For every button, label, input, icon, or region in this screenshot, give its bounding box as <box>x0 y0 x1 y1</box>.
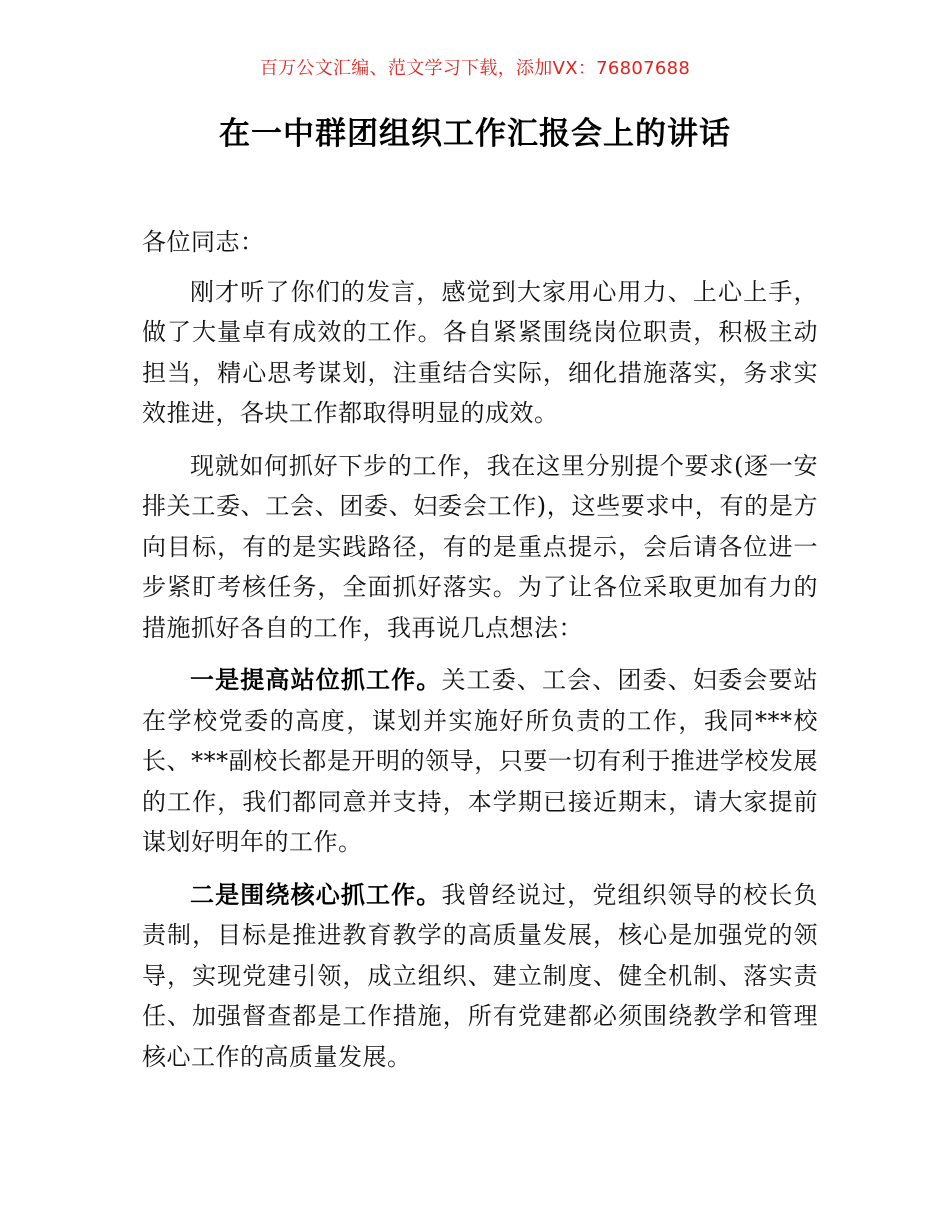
paragraph-text: 我曾经说过，党组织领导的校长负责制，目标是推进教育教学的高质量发展，核心是加强党的领导，实现党建引领，成立组织、建立制度、健全机制、落实责任、加强督查都是工作措施，所有党建都必须围绕教学和管理核心工作的高质量发展。 <box>142 880 819 1071</box>
paragraph-text: 关工委、工会、团委、妇委会要站在学校党委的高度，谋划并实施好所负责的工作，我同***校长、***副校长都是开明的领导，只要一切有利于推进学校发展的工作，我们都同意并支持，本学期已接近期末，请大家提前谋划好明年的工作。 <box>142 666 819 856</box>
page-title: 在一中群团组织工作汇报会上的讲话 <box>219 116 731 152</box>
paragraph-lead: 一是提高站位抓工作。 <box>190 666 442 694</box>
paragraph-text: 刚才听了你们的发言，感觉到大家用心用力、上心上手，做了大量卓有成效的工作。各自紧紧围绕岗位职责，积极主动担当，精心思考谋划，注重结合实际，细化措施落实，务求实效推进，各块工作都取得明显的成效。 <box>142 277 818 427</box>
salutation: 各位同志： <box>142 228 265 256</box>
paragraph-lead: 二是围绕核心抓工作。 <box>190 880 442 909</box>
document-body <box>142 222 818 1089</box>
paragraph-text: 现就如何抓好下步的工作，我在这里分别提个要求(逐一安排关工委、工会、团委、妇委会工作)，这些要求中，有的是方向目标，有的是实践路径，有的是重点提示，会后请各位进一步紧盯考核任务，全面抓好落实。为了让各位采取更加有力的措施抓好各自的工作，我再说几点想法： <box>142 451 818 642</box>
paragraph <box>142 660 818 863</box>
paragraph <box>142 446 818 649</box>
paragraph <box>142 272 818 434</box>
paragraph <box>142 875 818 1078</box>
promo-banner: 百万公文汇编、范文学习下载，添加VX：76807688 <box>259 58 691 79</box>
